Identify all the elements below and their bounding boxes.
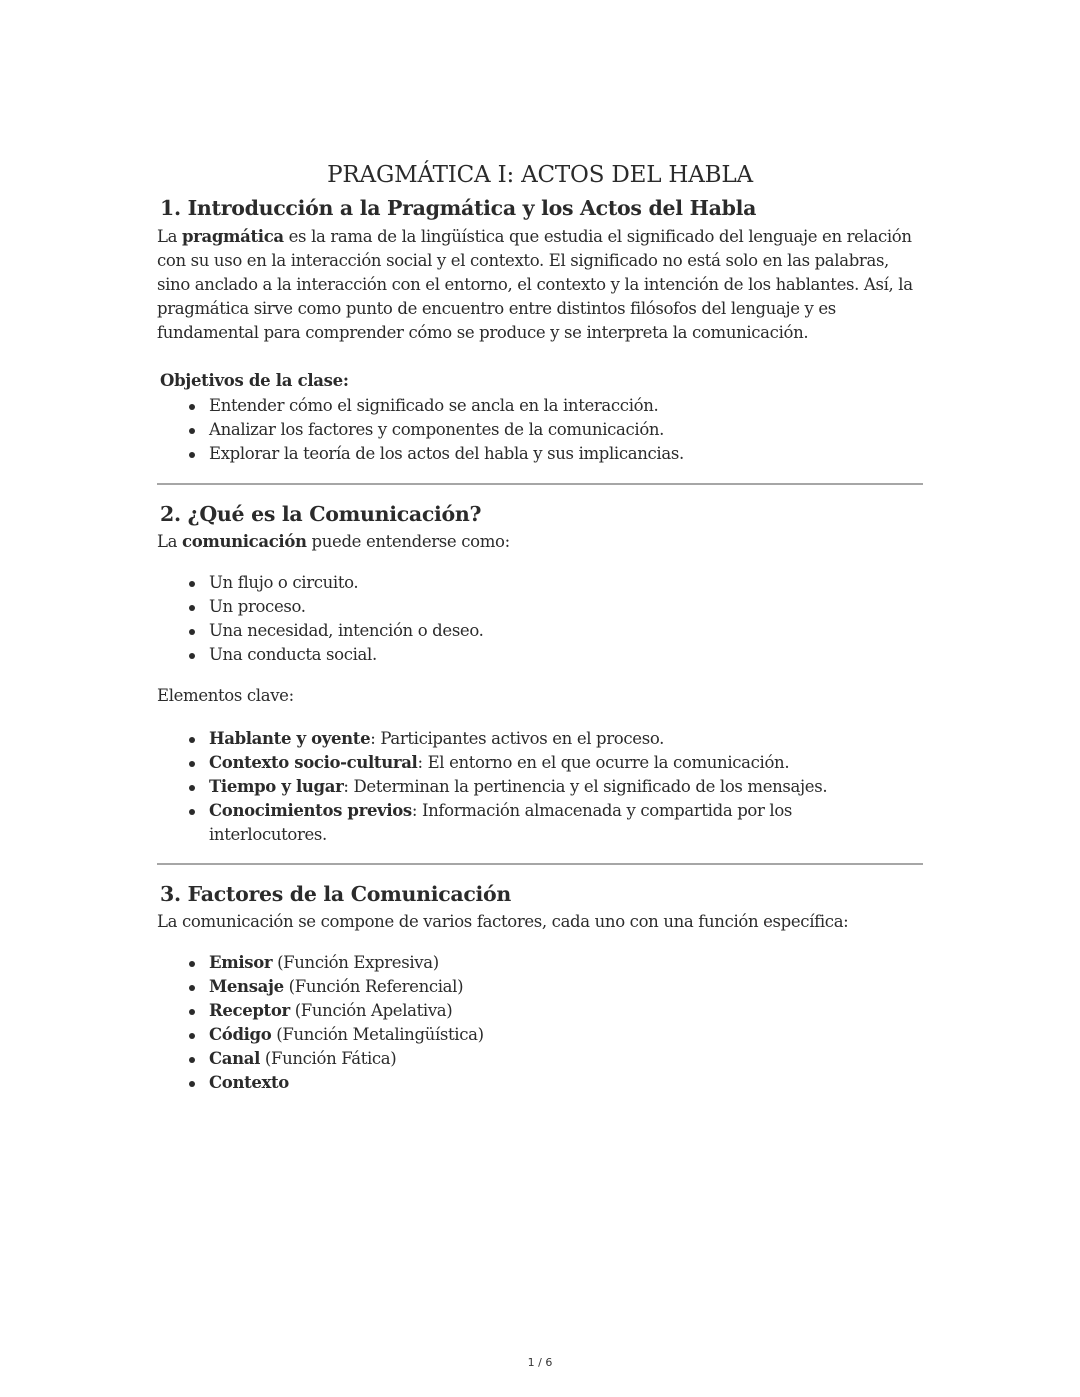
objectives-heading: Objetivos de la clase:	[160, 371, 349, 390]
bold-term: comunicación	[182, 532, 307, 551]
list-item: Analizar los factores y componentes de la comunicación.	[209, 418, 923, 442]
bold-term: Tiempo y lugar	[209, 777, 344, 796]
item-description: (Función Apelativa)	[289, 1001, 453, 1020]
list-item	[209, 951, 923, 975]
bold-term: Conocimientos previos	[209, 801, 412, 820]
item-description: : Participantes activos en el proceso.	[370, 729, 665, 748]
item-description: : Información almacenada y compartida por los interlocutores.	[209, 801, 793, 844]
bold-term: pragmática	[182, 227, 284, 246]
intro-paragraph: La comunicación se compone de varios factores, cada uno con una función específica:	[157, 912, 849, 931]
text-rest: es la rama de la lingüística que estudia el significado del lenguaje en relación con su uso en la interacción social y el contexto. El significado no está solo en las palabras, sino anclado a la interacción con el entorno, el contexto y la intención de los hablantes. Así, la pragmática sirve como punto de encuentro entre distintos filósofos del lenguaje y es fundamental para comprender cómo se produce y se interpreta la comunicación.	[157, 227, 913, 342]
section-divider	[157, 863, 923, 865]
item-description: (Función Fática)	[260, 1049, 397, 1068]
list-item	[209, 775, 923, 799]
section-heading: 1. Introducción a la Pragmática y los Actos del Habla	[160, 196, 757, 220]
list-item	[209, 727, 923, 751]
list-item: Explorar la teoría de los actos del habla y sus implicancias.	[209, 442, 923, 466]
bold-term: Receptor	[209, 1001, 290, 1020]
section-introduction	[157, 193, 923, 466]
key-elements-list	[157, 727, 923, 847]
section-divider	[157, 483, 923, 485]
item-description: : El entorno en el que ocurre la comunicación.	[417, 753, 790, 772]
section-heading: 2. ¿Qué es la Comunicación?	[160, 502, 482, 526]
section-communication-factors	[157, 879, 923, 1095]
text-rest: puede entenderse como:	[306, 532, 510, 551]
list-item	[209, 1047, 923, 1071]
bold-term: Contexto	[209, 1073, 289, 1092]
list-item	[209, 1071, 923, 1095]
page-indicator: 1 / 6	[527, 1356, 553, 1369]
list-item: Entender cómo el significado se ancla en la interacción.	[209, 394, 923, 418]
document-title: PRAGMÁTICA I: ACTOS DEL HABLA	[327, 162, 753, 188]
bold-term: Mensaje	[209, 977, 284, 996]
section-heading: 3. Factores de la Comunicación	[160, 882, 512, 906]
document-page	[157, 158, 923, 1095]
item-description: (Función Referencial)	[283, 977, 464, 996]
definitions-list	[157, 571, 923, 667]
section-what-is-communication	[157, 499, 923, 847]
list-item	[209, 1023, 923, 1047]
list-item: Un proceso.	[209, 595, 923, 619]
objectives-list	[157, 394, 923, 466]
list-item	[209, 799, 923, 847]
text-lead: La	[157, 227, 182, 246]
factors-list	[157, 951, 923, 1095]
list-item: Una necesidad, intención o deseo.	[209, 619, 923, 643]
list-item	[209, 999, 923, 1023]
list-item	[209, 751, 923, 775]
intro-paragraph	[157, 225, 923, 345]
bold-term: Canal	[209, 1049, 261, 1068]
item-description: : Determinan la pertinencia y el significado de los mensajes.	[343, 777, 828, 796]
bold-term: Código	[209, 1025, 272, 1044]
bold-term: Hablante y oyente	[209, 729, 371, 748]
intro-paragraph	[157, 530, 923, 554]
key-elements-label: Elementos clave:	[157, 686, 294, 705]
item-description: (Función Expresiva)	[272, 953, 439, 972]
bold-term: Contexto socio-cultural	[209, 753, 418, 772]
text-lead: La	[157, 532, 182, 551]
list-item: Un flujo o circuito.	[209, 571, 923, 595]
list-item	[209, 975, 923, 999]
list-item: Una conducta social.	[209, 643, 923, 667]
bold-term: Emisor	[209, 953, 273, 972]
item-description: (Función Metalingüística)	[271, 1025, 484, 1044]
